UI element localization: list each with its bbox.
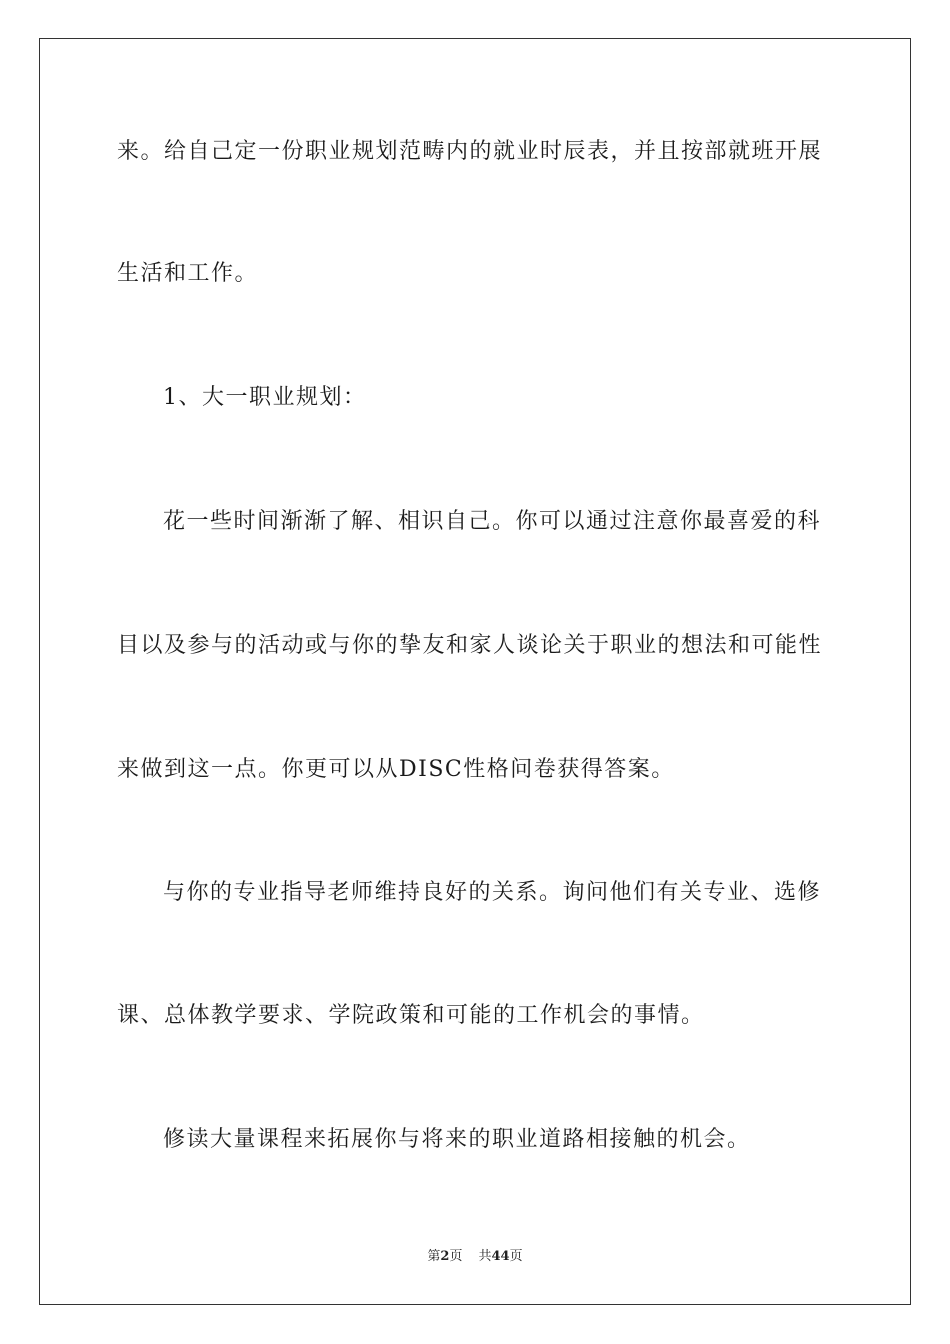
body-text-line-1: 来。给自己定一份职业规划范畴内的就业时辰表，并且按部就班开展	[117, 139, 823, 164]
body-text-line-6: 与你的专业指导老师维持良好的关系。询问他们有关专业、选修	[163, 880, 822, 905]
body-text-line-2: 生活和工作。	[117, 261, 259, 286]
page-footer	[0, 1248, 950, 1266]
page-prefix: 第	[427, 1249, 441, 1264]
body-text-line-7: 课、总体教学要求、学院政策和可能的工作机会的事情。	[117, 1003, 705, 1028]
total-suffix: 页	[509, 1249, 523, 1264]
body-text-line-4: 目以及参与的活动或与你的挚友和家人谈论关于职业的想法和可能性	[117, 633, 823, 658]
page-border	[39, 38, 911, 1305]
total-pages: 44	[491, 1249, 510, 1264]
body-text-line-8: 修读大量课程来拓展你与将来的职业道路相接触的机会。	[163, 1127, 751, 1152]
section-heading: 1、大一职业规划：	[163, 385, 367, 410]
body-text-line-3: 花一些时间渐渐了解、相识自己。你可以通过注意你最喜爱的科	[163, 509, 822, 534]
body-text-line-5: 来做到这一点。你更可以从DISC性格问卷获得答案。	[117, 757, 675, 782]
page-number: 2	[440, 1249, 450, 1264]
page-suffix: 页	[449, 1249, 463, 1264]
total-prefix: 共	[478, 1249, 492, 1264]
